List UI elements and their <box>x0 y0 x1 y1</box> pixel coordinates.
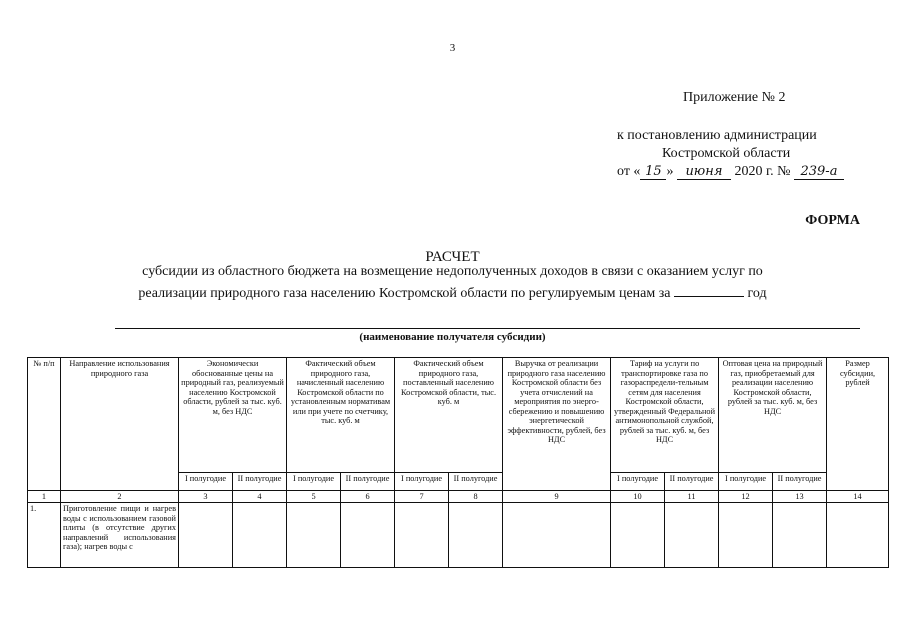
decree-quote-close: » <box>666 164 674 179</box>
header-revenue: Выручка от реализации природного газа населению Костромской области без учета отчислений на мероприятия по энерго-сбережению и повышению энергетической эффективности, рублей, без НДС <box>503 358 611 491</box>
column-number: 4 <box>233 491 287 503</box>
column-number: 13 <box>773 491 827 503</box>
subsidy-table <box>27 357 889 568</box>
form-label: ФОРМА <box>805 213 860 228</box>
subtitle-line-2-end: год <box>747 286 767 301</box>
column-number: 12 <box>719 491 773 503</box>
column-number: 5 <box>287 491 341 503</box>
column-number: 6 <box>341 491 395 503</box>
header-fact-volume-supplied: Фактический объем природного газа, поставленный населению Костромской области, тыс. куб. м <box>395 358 503 473</box>
decree-day: 15 <box>640 165 666 180</box>
table-cell <box>449 503 503 568</box>
recipient-label: (наименование получателя субсидии) <box>359 331 546 343</box>
row-description: Приготовление пищи и нагрев воды с использованием газовой плиты (в отсутствие других направлений использования газа); нагрев воды с <box>61 503 179 568</box>
half-year-1: I полугодие <box>611 473 665 491</box>
decree-line-2: Костромской области <box>662 146 791 161</box>
table-cell <box>179 503 233 568</box>
decree-date-line <box>617 164 844 180</box>
decree-month: июня <box>677 165 731 180</box>
half-year-2: II полугодие <box>665 473 719 491</box>
table-cell <box>395 503 449 568</box>
header-direction: Направление использования природного газа <box>61 358 179 491</box>
half-year-2: II полугодие <box>773 473 827 491</box>
half-year-1: I полугодие <box>395 473 449 491</box>
table-cell <box>233 503 287 568</box>
half-year-1: I полугодие <box>287 473 341 491</box>
half-year-2: II полугодие <box>341 473 395 491</box>
column-number: 3 <box>179 491 233 503</box>
column-number: 14 <box>827 491 889 503</box>
table-cell <box>827 503 889 568</box>
half-year-2: II полугодие <box>233 473 287 491</box>
page-number: 3 <box>449 42 456 54</box>
table-cell <box>665 503 719 568</box>
table-cell <box>341 503 395 568</box>
recipient-line <box>115 328 860 329</box>
half-year-1: I полугодие <box>179 473 233 491</box>
document-title: РАСЧЕТ <box>425 249 480 265</box>
annex-title: Приложение № 2 <box>683 90 786 105</box>
table-cell <box>611 503 665 568</box>
header-econ-price: Экономически обоснованные цены на природный газ, реализуемый населению Костромской области, рублей за тыс. куб. м, без НДС <box>179 358 287 473</box>
header-subsidy: Размер субсидии, рублей <box>827 358 889 491</box>
subtitle-line-1: субсидии из областного бюджета на возмещение недополученных доходов в связи с оказанием услуг по <box>142 264 763 279</box>
subtitle-line-2 <box>0 284 905 302</box>
header-wholesale-price: Оптовая цена на природный газ, приобретаемый для реализации населению Костромской области, рублей за тыс. куб. м, без НДС <box>719 358 827 473</box>
subtitle-line-2-start: реализации природного газа населению Костромской области по регулируемым ценам за <box>138 286 671 301</box>
column-number: 1 <box>28 491 61 503</box>
table-row <box>28 503 889 568</box>
table-cell <box>773 503 827 568</box>
row-number: 1. <box>28 503 61 568</box>
column-number: 10 <box>611 491 665 503</box>
column-number: 2 <box>61 491 179 503</box>
decree-year: 2020 г. № <box>734 164 791 179</box>
decree-number: 239-а <box>794 165 844 180</box>
table-cell <box>719 503 773 568</box>
year-blank <box>674 284 744 297</box>
table-cell <box>287 503 341 568</box>
header-num: № п/п <box>28 358 61 491</box>
header-tariff: Тариф на услуги по транспортировке газа по газораспредели-тельным сетям для населения Костромской области, утвержденный Федеральной антимонопольной службой, рублей за тыс. куб. м, без НДС <box>611 358 719 473</box>
column-number: 7 <box>395 491 449 503</box>
decree-line-1: к постановлению администрации <box>617 128 817 143</box>
column-number: 9 <box>503 491 611 503</box>
half-year-1: I полугодие <box>719 473 773 491</box>
half-year-2: II полугодие <box>449 473 503 491</box>
table-cell <box>503 503 611 568</box>
header-fact-volume-charged: Фактический объем природного газа, начисленный населению Костромской области по установленным нормативам или при учете по счетчику, тыс. куб. м <box>287 358 395 473</box>
column-number: 8 <box>449 491 503 503</box>
column-number: 11 <box>665 491 719 503</box>
decree-from: от « <box>617 164 641 179</box>
